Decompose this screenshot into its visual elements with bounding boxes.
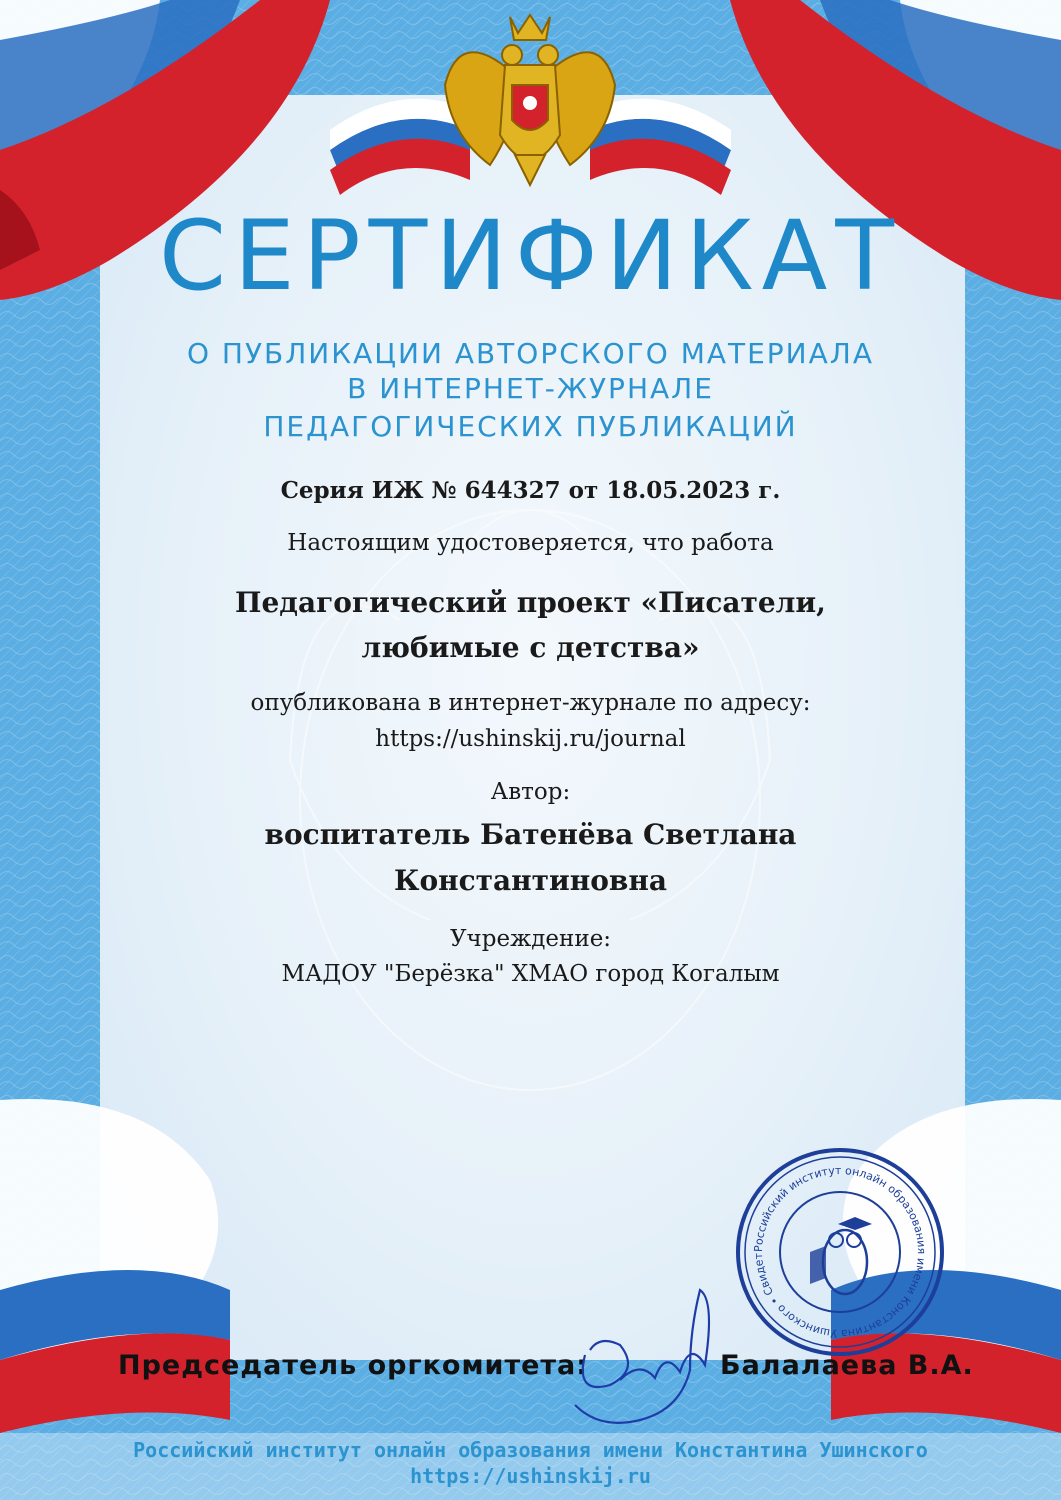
author-line-1: воспитатель Батенёва Светлана bbox=[264, 818, 797, 851]
chairman-name: Балалаева В.А. bbox=[720, 1350, 974, 1381]
institution-name: МАДОУ "Берёзка" ХМАО город Когалым bbox=[281, 961, 780, 987]
seal-text: Российский институт онлайн образования имени Константина Ушинского • Свидетельство о регистрации СМИ: ЭЛ № ФС77-72498 bbox=[751, 1163, 929, 1341]
intro-text: Настоящим удостоверяется, что работа bbox=[287, 530, 774, 556]
institution-label: Учреждение: bbox=[449, 926, 612, 952]
author-line-2: Константиновна bbox=[393, 864, 668, 897]
footer-org: Российский институт онлайн образования имени Константина Ушинского bbox=[133, 1438, 928, 1462]
work-title-line-1: Педагогический проект «Писатели, bbox=[235, 586, 826, 619]
published-text: опубликована в интернет-журнале по адресу: bbox=[250, 690, 811, 716]
author-label: Автор: bbox=[490, 779, 571, 805]
work-title-line-2: любимые с детства» bbox=[361, 631, 700, 664]
footer-site[interactable]: https://ushinskij.ru bbox=[410, 1464, 651, 1488]
subtitle-line-1: О ПУБЛИКАЦИИ АВТОРСКОГО МАТЕРИАЛА bbox=[186, 337, 874, 370]
subtitle-line-3: ПЕДАГОГИЧЕСКИХ ПУБЛИКАЦИЙ bbox=[263, 410, 798, 443]
series-number: Серия ИЖ № 644327 от 18.05.2023 г. bbox=[280, 477, 781, 504]
journal-url: https://ushinskij.ru/journal bbox=[375, 726, 686, 752]
subtitle-line-2: В ИНТЕРНЕТ-ЖУРНАЛЕ bbox=[347, 372, 714, 405]
chairman-label: Председатель оргкомитета: bbox=[118, 1350, 589, 1381]
certificate-title: СЕРТИФИКАТ bbox=[159, 200, 902, 312]
